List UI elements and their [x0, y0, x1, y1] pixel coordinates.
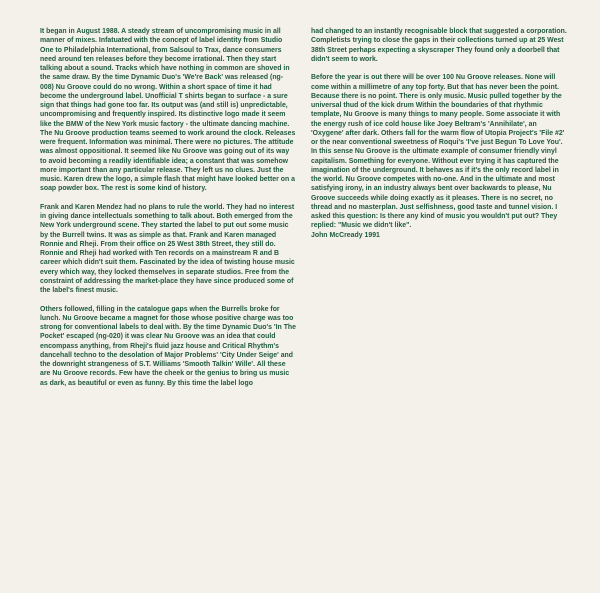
paragraph-releases: Before the year is out there will be over 100 Nu Groove releases. None will come within a millimetre of any top forty. But that has never been the point. Because there is no point. There is only music. Music pulled together by the universal thud of the kick drum Within the boundaries of that rhythmic template, Nu Groove is many things to many people. Some associate it with the energy rush of ice cold house like Joey Beltram's 'Annihilate', an 'Oxygene' after dark. Others fall for the warm flow of Utopia Project's 'File #2' or the near conventional sweetness of Roqui's 'I've just Begun To Love You'. In this sense Nu Groove is the ultimate example of consumer friendly vinyl capitalism. Something for everyone. Without ever trying it has captured the imagination of the underground. It behaves as if it's the only record label in the world. Nu Groove competes with no-one. And in the ultimate and most satisfying irony, in an industry always bent over backwards to please, Nu Groove succeeds while doing exactly as it pleases. There is no secret, no thread and no masterplan. Just selfishness, good taste and tunnel vision. I asked this question: Is there any kind of music you wouldn't put out? They replied: "Music we didn't like".	[311, 74, 565, 230]
paragraph-others: Others followed, filling in the catalogue gaps when the Burrells broke for lunch. Nu Groove became a magnet for those whose positive charge was too strong for conventional labels to deal with. By the time Dynamic Duo's 'In The Pocket' escaped (ng-020) it was clear Nu Groove was an idea that could encompass anything, from Rheji's fluid jazz house and Critical Rhythm's dancehall techno to the desolation of Major Problems' 'City Under Seige' and the downright strangeness of S.T. Williams 'Smooth Talkin' Wille'. All these are Nu Groove records. Few have the cheek or the genius to bring us music as dark, as beautiful or even as funny. By this time the label logo	[40, 305, 296, 387]
author-signature: John McCready 1991	[311, 231, 380, 239]
paragraph-history: It began in August 1988. A steady stream of uncompromising music in all manner of mixes. Infatuated with the concept of label identity from Studio One to Philadelphia International, from Salsoul to Trax, dance consumers need around ten releases before they become irrational. Then they start talking about a sound. Tracks which have nothing in common are shoved in the same draw. By the time Dynamic Duo's 'We're Back' was released (ng-008) Nu Groove could do no wrong. Within a short space of time it had become the underground label. Unofficial T shirts began to surface - a sure sign that things had gone too far. Its output was (and still is) unpredictable, uncompromising and frequently inspired. Its distinctive logo made it seem like the BMW of the New York music factory - the ultimate dancing machine. The Nu Groove production teams seemed to work around the clock. Releases were frequent. Information was minimal. There were no pictures. The attitude was almost oppositional. It seemed like Nu Groove was going out of its way to avoid becoming a readily identifiable idea; a constant that was somehow more important than any particular release. They left us no clues. Just the music. Karen drew the logo, a simple flash that might have looked better on a soap powder box. The rest is some kind of history.	[40, 28, 296, 193]
paragraph-founders: Frank and Karen Mendez had no plans to rule the world. They had no interest in giving dance intellectuals something to talk about. Both emerged from the New York underground scene. They started the label to put out some music by the Burrell twins. It was as simple as that. Frank and Karen managed Ronnie and Rheji. From their office on 25 West 38th Street, they still do. Ronnie and Rheji had worked with Ten records on a mainstream R and B career which didn't suit them. Fascinated by the idea of twisting house music every which way, they locked themselves in separate studios. Free from the constraint of addressing the market-place they have since produced some of the label's finest music.	[40, 203, 295, 294]
right-column	[311, 27, 567, 249]
left-column	[40, 27, 296, 397]
paragraph-logo-change: had changed to an instantly recognisable block that suggested a corporation. Completists trying to close the gaps in their collections turned up at 25 West 38th Street perhaps expecting a skyscraper They found only a doorbell that didn't seem to work.	[311, 28, 567, 63]
